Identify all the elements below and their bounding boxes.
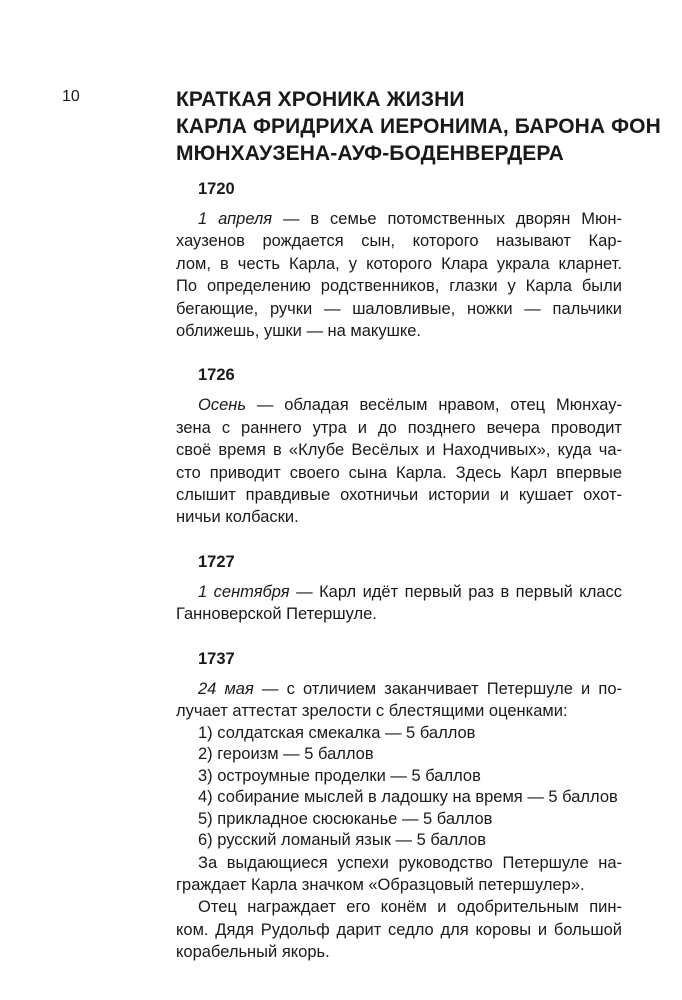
entry-paragraph xyxy=(176,896,622,963)
chronicle-body xyxy=(176,178,622,986)
entry-date: 1 сентября xyxy=(198,582,290,601)
text-line: сто приводит своего сына Карла. Здесь Карл впервые xyxy=(176,463,622,482)
text-line xyxy=(176,208,622,230)
entry-year: 1727 xyxy=(198,552,235,571)
text-line: За выдающиеся успехи руководство Петершуле на- xyxy=(198,853,622,872)
text-line: оближешь, ушки — на макушке. xyxy=(176,322,421,341)
list-item: 2) героизм — 5 баллов xyxy=(198,745,374,763)
entry-paragraph xyxy=(176,852,622,897)
chronicle-entry xyxy=(176,364,622,528)
text-line: слышит правдивые охотничьи истории и кушает охот- xyxy=(176,486,622,505)
list-item: 4) собирание мыслей в ладошку на время — 5 баллов xyxy=(198,788,618,806)
chronicle-entry xyxy=(176,551,622,626)
text-line: По определению родственников, глазки у Карла были xyxy=(176,277,622,296)
text-line xyxy=(176,678,622,700)
chronicle-entry xyxy=(176,648,622,964)
page-number: 10 xyxy=(62,88,80,105)
entry-year: 1726 xyxy=(198,366,235,385)
chapter-title-line: КРАТКАЯ ХРОНИКА ЖИЗНИ xyxy=(176,88,465,111)
entry-date: 24 мая xyxy=(198,679,254,698)
entry-paragraph xyxy=(176,581,622,626)
chronicle-entry xyxy=(176,178,622,342)
entry-year: 1737 xyxy=(198,649,235,668)
text-line: своё время в «Клубе Весёлых и Находчивых», куда ча- xyxy=(176,441,622,460)
text-line: хаузенов рождается сын, которого называют Кар- xyxy=(176,232,622,251)
entry-date: Осень xyxy=(198,396,247,415)
text-line: корабельный якорь. xyxy=(176,943,330,962)
text-line xyxy=(176,581,622,603)
text-line: ком. Дядя Рудольф дарит седло для коровы и большой xyxy=(176,920,622,939)
entry-paragraph xyxy=(176,394,622,528)
list-item: 6) русский ломаный язык — 5 баллов xyxy=(198,831,486,849)
text-fragment: — Карл идёт первый раз в первый класс xyxy=(289,582,622,601)
entry-paragraph xyxy=(176,678,622,723)
entry-year: 1720 xyxy=(198,180,235,198)
entry-paragraph xyxy=(176,208,622,342)
text-line: зена с раннего утра и до позднего вечера проводит xyxy=(176,418,622,437)
text-line: граждает Карла значком «Образцовый петершулер». xyxy=(176,875,585,894)
text-fragment: — обладая весёлым нравом, отец Мюнхау- xyxy=(246,396,622,415)
text-line: лучает аттестат зрелости с блестящими оценками: xyxy=(176,702,568,721)
chapter-title xyxy=(176,86,661,167)
chapter-title-line: МЮНХАУЗЕНА-АУФ-БОДЕНВЕРДЕРА xyxy=(176,142,564,165)
list-item: 5) прикладное сюсюканье — 5 баллов xyxy=(198,809,493,828)
text-fragment: — в семье потомственных дворян Мюн- xyxy=(272,210,622,228)
text-line: лом, в честь Карла, у которого Клара украла кларнет. xyxy=(176,254,622,273)
text-line: Отец награждает его конём и одобрительным пин- xyxy=(198,898,622,917)
text-line: бегающие, ручки — шаловливые, ножки — пальчики xyxy=(176,299,622,318)
chapter-title-line: КАРЛА ФРИДРИХА ИЕРОНИМА, БАРОНА ФОН xyxy=(176,115,661,138)
text-line: Ганноверской Петершуле. xyxy=(176,605,377,624)
text-fragment: — с отличием заканчивает Петершуле и по- xyxy=(253,679,622,698)
text-line: ничьи колбаски. xyxy=(176,508,299,527)
list-item: 3) остроумные проделки — 5 баллов xyxy=(198,766,481,785)
entry-date: 1 апреля xyxy=(198,210,273,228)
grades-list xyxy=(176,723,622,852)
list-item: 1) солдатская смекалка — 5 баллов xyxy=(198,723,476,742)
text-line xyxy=(176,394,622,416)
